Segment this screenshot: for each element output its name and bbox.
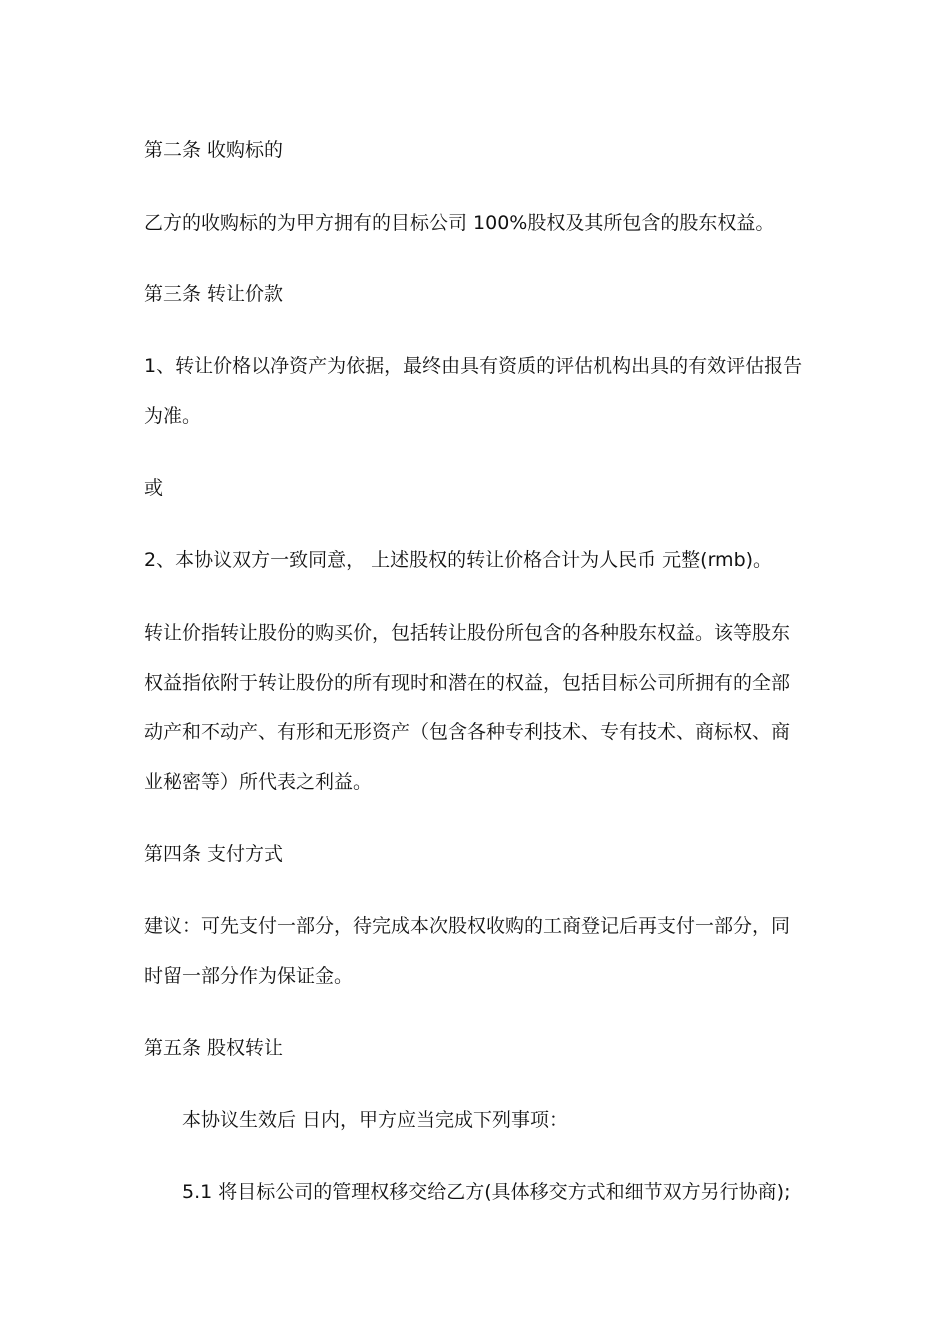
price-definition-line-2: 权益指依附于转让股份的所有现时和潜在的权益，包括目标公司所拥有的全部 [144, 672, 791, 694]
article-4-body-line-2: 时留一部分作为保证金。 [144, 965, 354, 987]
article-5-intro: 本协议生效后 日内，甲方应当完成下列事项： [182, 1109, 569, 1131]
article-5-item-5-1: 5.1 将目标公司的管理权移交给乙方(具体移交方式和细节双方另行协商); [182, 1181, 791, 1203]
article-4-body-line-1: 建议：可先支付一部分，待完成本次股权收购的工商登记后再支付一部分，同 [144, 915, 791, 937]
article-3-heading: 第三条 转让价款 [144, 283, 284, 305]
article-3-item-1-line-1: 1、转让价格以净资产为依据，最终由具有资质的评估机构出具的有效评估报告 [144, 355, 803, 377]
article-3-item-1-line-2: 为准。 [144, 405, 202, 427]
article-2-body: 乙方的收购标的为甲方拥有的目标公司 100%股权及其所包含的股东权益。 [144, 212, 775, 234]
price-definition-line-4: 业秘密等）所代表之利益。 [144, 771, 373, 793]
article-2-heading: 第二条 收购标的 [144, 139, 284, 161]
article-3-item-2: 2、本协议双方一致同意， 上述股权的转让价格合计为人民币 元整(rmb)。 [144, 549, 773, 571]
article-5-heading: 第五条 股权转让 [144, 1037, 284, 1059]
article-3-or: 或 [144, 477, 164, 499]
article-4-heading: 第四条 支付方式 [144, 843, 284, 865]
price-definition-line-3: 动产和不动产、有形和无形资产（包含各种专利技术、专有技术、商标权、商 [144, 721, 791, 743]
price-definition-line-1: 转让价指转让股份的购买价，包括转让股份所包含的各种股东权益。该等股东 [144, 622, 791, 644]
